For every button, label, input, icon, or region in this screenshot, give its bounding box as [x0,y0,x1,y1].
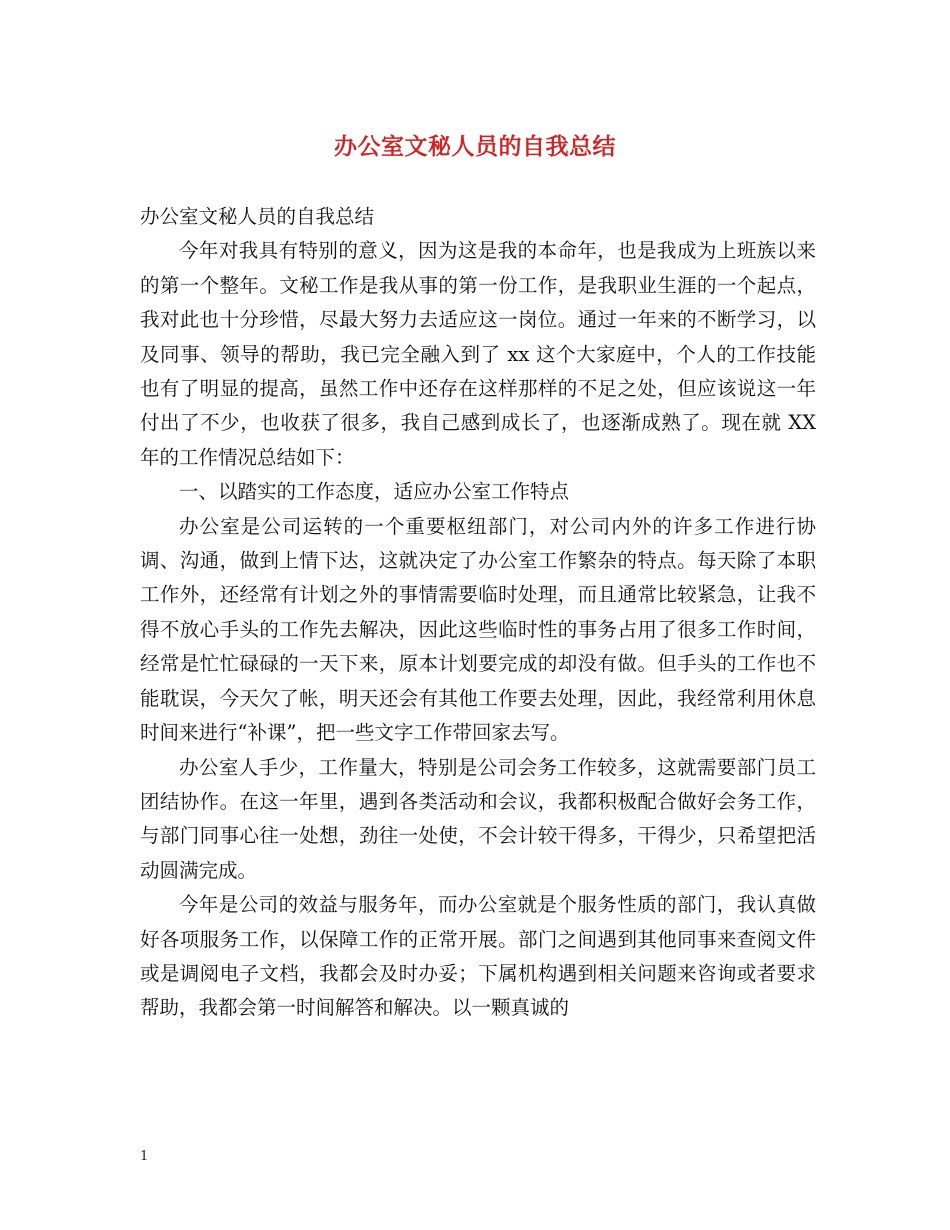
section-heading-1: 一、以踏实的工作态度，适应办公室工作特点 [179,480,570,504]
paragraph-office-role: 办公室是公司运转的一个重要枢纽部门，对公司内外的许多工作进行协调、沟通，做到上情下达，这就决定了办公室工作繁杂的特点。每天除了本职工作外，还经常有计划之外的事情需要临时处理，而且通常比较紧急，让我不得不放心手头的工作先去解决，因此这些临时性的事务占用了很多工作时间，经常是忙忙碌碌的一天下来，原本计划要完成的却没有做。但手头的工作也不能耽误，今天欠了帐，明天还会有其他工作要去处理，因此，我经常利用休息时间来进行“补课”，把一些文字工作带回家去写。 [140,514,816,745]
paragraph-teamwork: 办公室人手少，工作量大，特别是公司会务工作较多，这就需要部门员工团结协作。在这一年里，遇到各类活动和会议，我都积极配合做好会务工作，与部门同事心往一处想，劲往一处使，不会计较干得多，干得少，只希望把活动圆满完成。 [140,755,816,882]
document-body [140,200,816,1026]
document-subtitle: 办公室文秘人员的自我总结 [140,205,375,228]
page-number: 1 [140,1149,149,1164]
document-title: 办公室文秘人员的自我总结 [334,133,616,160]
paragraph-service: 今年是公司的效益与服务年，而办公室就是个服务性质的部门，我认真做好各项服务工作，以保障工作的正常开展。部门之间遇到其他同事来查阅文件或是调阅电子文档，我都会及时办妥；下属机构遇到相关问题来咨询或者要求帮助，我都会第一时间解答和解决。以一颗真诚的 [140,893,816,1020]
paragraph-intro: 今年对我具有特别的意义，因为这是我的本命年，也是我成为上班族以来的第一个整年。文秘工作是我从事的第一份工作，是我职业生涯的一个起点，我对此也十分珍惜，尽最大努力去适应这一岗位。通过一年来的不断学习，以及同事、领导的帮助，我已完全融入到了 xx 这个大家庭中，个人的工作技能也有了明显的提高，虽然工作中还存在这样那样的不足之处，但应该说这一年付出了不少，也收获了很多，我自己感到成长了，也逐渐成熟了。现在就 XX 年的工作情况总结如下： [140,239,816,469]
